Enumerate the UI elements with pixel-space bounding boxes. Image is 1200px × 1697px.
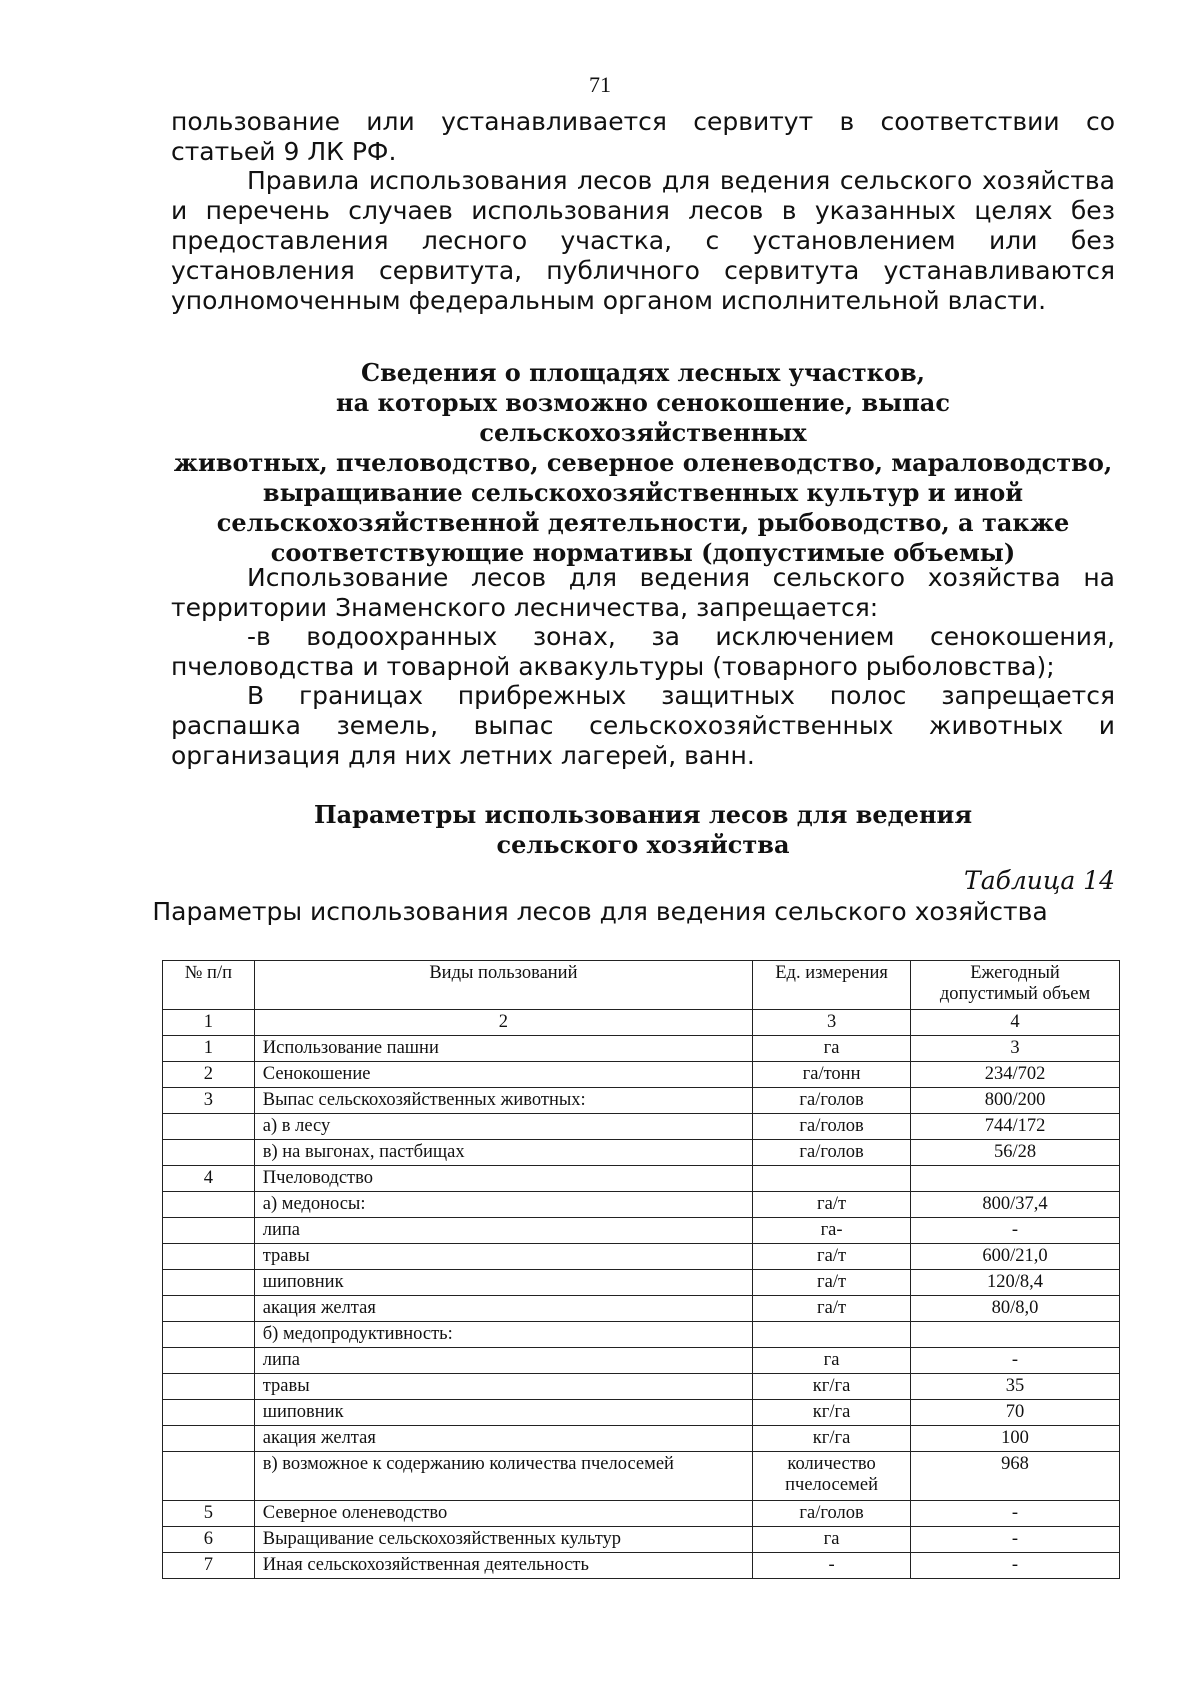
table-row [163,1400,1120,1426]
section-heading-2 [171,800,1115,860]
column-number-cell: 3 [753,1010,911,1036]
section1-paragraph-1: Использование лесов для ведения сельского хозяйства на территории Знаменского лесничества, запрещается: [171,563,1115,622]
row-unit-cell: га [753,1527,911,1553]
row-kind-cell: акация желтая [254,1296,752,1322]
row-number-cell: 2 [163,1062,255,1088]
row-kind-cell: шиповник [254,1400,752,1426]
row-volume-cell: - [911,1553,1120,1579]
table-row [163,1218,1120,1244]
row-kind-cell: в) на выгонах, пастбищах [254,1140,752,1166]
row-unit-cell: га/голов [753,1501,911,1527]
page-number: 71 [589,72,611,97]
row-unit-cell: га/голов [753,1088,911,1114]
section1-paragraph-3: В границах прибрежных защитных полос запрещается распашка земель, выпас сельскохозяйственных животных и организация для них летних лагерей, ванн. [171,681,1115,770]
row-kind-cell: липа [254,1348,752,1374]
row-kind-cell: акация желтая [254,1426,752,1452]
row-kind-cell: а) медоносы: [254,1192,752,1218]
table-header-row [163,961,1120,1010]
row-number-cell: 7 [163,1553,255,1579]
row-number-cell [163,1452,255,1501]
table-row [163,1374,1120,1400]
row-volume-cell: 744/172 [911,1114,1120,1140]
row-unit-cell: га/т [753,1244,911,1270]
heading-line: сельского хозяйства [496,830,790,859]
row-unit-cell: кг/га [753,1400,911,1426]
row-number-cell: 3 [163,1088,255,1114]
table-row [163,1192,1120,1218]
table-row [163,1296,1120,1322]
row-unit-cell: га/т [753,1270,911,1296]
row-unit-cell [753,1322,911,1348]
row-volume-cell: 3 [911,1036,1120,1062]
row-volume-cell: 600/21,0 [911,1244,1120,1270]
row-number-cell [163,1296,255,1322]
row-unit-cell: количество пчелосемей [753,1452,911,1501]
table-row [163,1166,1120,1192]
row-kind-cell: Иная сельскохозяйственная деятельность [254,1553,752,1579]
row-unit-cell: кг/га [753,1426,911,1452]
column-number-row [163,1010,1120,1036]
table-row [163,1452,1120,1501]
heading-line: животных, пчеловодство, северное оленеводство, мараловодство, [173,448,1113,477]
row-kind-cell: а) в лесу [254,1114,752,1140]
row-kind-cell: Пчеловодство [254,1166,752,1192]
row-volume-cell: 56/28 [911,1140,1120,1166]
header-cell-number: № п/п [163,961,255,1010]
parameters-table [162,960,1120,1579]
row-number-cell [163,1348,255,1374]
row-volume-cell: 120/8,4 [911,1270,1120,1296]
header-cell-kind: Виды пользований [254,961,752,1010]
row-volume-cell [911,1166,1120,1192]
header-cell-volume: Ежегодный допустимый объем [911,961,1120,1010]
row-number-cell [163,1270,255,1296]
row-number-cell [163,1244,255,1270]
header-cell-unit: Ед. измерения [753,961,911,1010]
heading-line: выращивание сельскохозяйственных культур и иной [262,478,1024,507]
row-unit-cell: га/тонн [753,1062,911,1088]
row-kind-cell: травы [254,1374,752,1400]
section1-paragraph-2: -в водоохранных зонах, за исключением сенокошения, пчеловодства и товарной аквакультуры (товарного рыболовства); [171,622,1115,681]
row-unit-cell: га/т [753,1296,911,1322]
row-volume-cell: 234/702 [911,1062,1120,1088]
heading-line: Сведения о площадях лесных участков, [361,358,925,387]
row-number-cell [163,1114,255,1140]
table-row [163,1244,1120,1270]
row-unit-cell: га/голов [753,1114,911,1140]
row-volume-cell: 100 [911,1426,1120,1452]
table-row [163,1348,1120,1374]
heading-line: соответствующие нормативы (допустимые объемы) [270,538,1016,567]
table-row [163,1322,1120,1348]
table-row [163,1114,1120,1140]
row-volume-cell [911,1322,1120,1348]
row-unit-cell: га [753,1036,911,1062]
row-unit-cell: га [753,1348,911,1374]
row-unit-cell: га/голов [753,1140,911,1166]
row-number-cell [163,1400,255,1426]
row-unit-cell [753,1166,911,1192]
heading-line: на которых возможно сенокошение, выпас сельскохозяйственных [336,388,950,447]
row-kind-cell: липа [254,1218,752,1244]
heading-line: Параметры использования лесов для ведения [313,800,973,829]
row-volume-cell: 800/200 [911,1088,1120,1114]
row-number-cell: 4 [163,1166,255,1192]
intro-paragraph-2: Правила использования лесов для ведения сельского хозяйства и перечень случаев использования лесов в указанных целях без предоставления лесного участка, с установлением или без установления сервитута, публичного сервитута устанавливаются уполномоченным федеральным органом исполнительной власти. [171,166,1115,315]
table-caption: Параметры использования лесов для ведения сельского хозяйства [152,897,1048,926]
table-row [163,1527,1120,1553]
row-unit-cell: кг/га [753,1374,911,1400]
row-number-cell: 6 [163,1527,255,1553]
row-volume-cell: - [911,1501,1120,1527]
row-kind-cell: Северное оленеводство [254,1501,752,1527]
column-number-cell: 1 [163,1010,255,1036]
column-number-cell: 4 [911,1010,1120,1036]
table-row [163,1036,1120,1062]
row-kind-cell: шиповник [254,1270,752,1296]
row-unit-cell: - [753,1553,911,1579]
section-heading-1 [171,358,1115,568]
table-row [163,1140,1120,1166]
table-row [163,1553,1120,1579]
row-number-cell: 1 [163,1036,255,1062]
row-number-cell [163,1140,255,1166]
row-unit-cell: га/т [753,1192,911,1218]
column-number-cell: 2 [254,1010,752,1036]
row-number-cell [163,1218,255,1244]
row-volume-cell: 968 [911,1452,1120,1501]
row-number-cell [163,1322,255,1348]
row-number-cell [163,1374,255,1400]
table-label: Таблица 14 [964,866,1115,895]
intro-paragraph-1: пользование или устанавливается сервитут в соответствии со статьей 9 ЛК РФ. [171,107,1115,166]
row-volume-cell: - [911,1348,1120,1374]
row-volume-cell: 80/8,0 [911,1296,1120,1322]
row-volume-cell: - [911,1218,1120,1244]
row-kind-cell: в) возможное к содержанию количества пчелосемей [254,1452,752,1501]
row-volume-cell: 70 [911,1400,1120,1426]
row-number-cell: 5 [163,1501,255,1527]
table-row [163,1501,1120,1527]
row-kind-cell: Выращивание сельскохозяйственных культур [254,1527,752,1553]
row-kind-cell: б) медопродуктивность: [254,1322,752,1348]
row-unit-cell: га- [753,1218,911,1244]
row-volume-cell: 35 [911,1374,1120,1400]
table-row [163,1426,1120,1452]
row-volume-cell: 800/37,4 [911,1192,1120,1218]
row-volume-cell: - [911,1527,1120,1553]
table-row [163,1062,1120,1088]
row-kind-cell: Сенокошение [254,1062,752,1088]
row-kind-cell: Использование пашни [254,1036,752,1062]
table-row [163,1088,1120,1114]
heading-line: сельскохозяйственной деятельности, рыбоводство, а также [216,508,1070,537]
row-kind-cell: травы [254,1244,752,1270]
row-number-cell [163,1426,255,1452]
row-number-cell [163,1192,255,1218]
row-kind-cell: Выпас сельскохозяйственных животных: [254,1088,752,1114]
table-row [163,1270,1120,1296]
